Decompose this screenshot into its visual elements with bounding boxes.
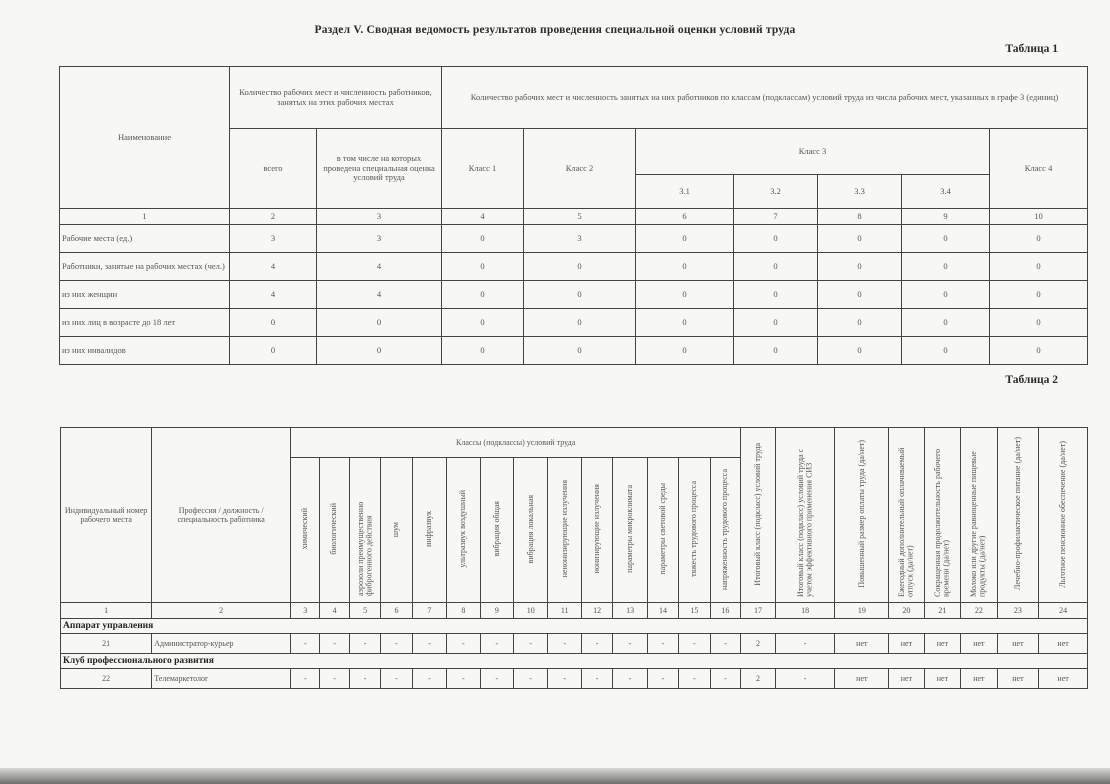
col-number: 12 [581,603,612,619]
col-number: 9 [902,209,990,225]
col-number: 24 [1039,603,1088,619]
table-cell: 0 [734,253,818,281]
table-cell: - [480,669,513,689]
table-row [60,253,1088,281]
header-factor: ультразвук воздушный [447,458,480,603]
table-cell: - [320,669,349,689]
table-cell: 0 [524,309,636,337]
column-number-row [61,603,1088,619]
header-factor: параметры световой среды [647,458,678,603]
header-classes-group: Количество рабочих мест и численность занятых на них работников по классам (подклассам) условий труда из числа рабочих мест, указанных в графе 3 (единиц) [442,67,1088,129]
table-row [61,634,1088,654]
header-final-class-siz: Итоговый класс (подкласс) условий труда с учетом эффективного применения СИЗ [775,428,835,603]
header-factor: биологический [320,458,349,603]
table-cell: - [514,669,548,689]
header-factor: тяжесть трудового процесса [679,458,710,603]
table2-caption: Таблица 2 [1005,374,1058,386]
header-extra: Повышенный размер оплаты труда (да/нет) [835,428,889,603]
col-number: 2 [152,603,291,619]
table-cell: 2 [741,634,775,654]
table-cell: - [291,634,320,654]
table-cell: - [320,634,349,654]
header-id: Индивидуальный номер рабочего места [61,428,152,603]
table-cell: нет [1039,634,1088,654]
table-cell: 0 [990,281,1088,309]
table-cell: 0 [990,337,1088,365]
table-cell: 3 [317,225,442,253]
table-cell: 0 [524,253,636,281]
header-sub31: 3.1 [636,175,734,209]
table-cell: нет [889,669,924,689]
col-number: 10 [514,603,548,619]
table-cell: 0 [818,281,902,309]
header-class3: Класс 3 [636,129,990,175]
header-factor: шум [381,458,412,603]
header-profession: Профессия / должность / специальность работника [152,428,291,603]
header-assessed: в том числе на которых проведена специальная оценка условий труда [317,129,442,209]
col-number: 20 [889,603,924,619]
table-cell: - [548,669,581,689]
table-cell: 0 [818,253,902,281]
row-label: из них лиц в возрасте до 18 лет [60,309,230,337]
header-sub34: 3.4 [902,175,990,209]
table-cell: - [647,634,678,654]
table-cell: нет [1039,669,1088,689]
table-cell: 0 [524,281,636,309]
table-cell: нет [961,634,997,654]
table-row [60,337,1088,365]
row-label: из них женщин [60,281,230,309]
col-number: 11 [548,603,581,619]
table-row [60,309,1088,337]
table-cell: 4 [317,253,442,281]
table-cell: 0 [524,337,636,365]
col-number: 6 [636,209,734,225]
header-sub32: 3.2 [734,175,818,209]
header-total: всего [230,129,317,209]
table-cell: - [581,669,612,689]
col-number: 4 [320,603,349,619]
table-cell: 3 [524,225,636,253]
col-number: 18 [775,603,835,619]
header-factor: вибрация общая [480,458,513,603]
row-label: Рабочие места (ед.) [60,225,230,253]
col-number: 19 [835,603,889,619]
table-cell: 0 [734,281,818,309]
table-cell: 0 [990,225,1088,253]
section-title: Аппарат управления [61,619,1088,634]
table-cell: 0 [902,337,990,365]
header-extra: Сокращенная продолжительность рабочего времени (да/нет) [924,428,960,603]
table-cell: 4 [317,281,442,309]
col-number: 6 [381,603,412,619]
header-class1: Класс 1 [442,129,524,209]
col-number: 2 [230,209,317,225]
table-cell: - [613,634,647,654]
header-extra: Молоко или другие равноценные пищевые продукты (да/нет) [961,428,997,603]
table-cell: 4 [230,281,317,309]
table-cell: нет [835,634,889,654]
table-cell: 0 [902,225,990,253]
table-cell: - [291,669,320,689]
profession-name: Телемаркетолог [152,669,291,689]
scan-edge [0,768,1110,784]
table-cell: - [775,634,835,654]
table-cell: нет [997,669,1039,689]
table-cell: нет [924,634,960,654]
header-factor: напряженность трудового процесса [710,458,741,603]
col-number: 23 [997,603,1039,619]
table-cell: нет [961,669,997,689]
col-number: 21 [924,603,960,619]
header-factor: вибрация локальная [514,458,548,603]
col-number: 22 [961,603,997,619]
table-cell: - [381,634,412,654]
col-number: 16 [710,603,741,619]
row-label: Работники, занятые на рабочих местах (чел.) [60,253,230,281]
table-row [61,669,1088,689]
table-cell: - [775,669,835,689]
table-cell: - [613,669,647,689]
col-number: 7 [734,209,818,225]
table-cell: - [447,669,480,689]
table-cell: - [710,634,741,654]
table-cell: 0 [636,253,734,281]
table-cell: 0 [818,337,902,365]
summary-table-2 [60,427,1088,689]
header-extra: Лечебно-профилактическое питание (да/нет) [997,428,1039,603]
table-cell: 0 [317,337,442,365]
col-number: 4 [442,209,524,225]
table-cell: - [447,634,480,654]
table-cell: - [412,669,446,689]
table-cell: 0 [902,253,990,281]
col-number: 5 [524,209,636,225]
section-row [61,619,1088,634]
col-number: 7 [412,603,446,619]
header-factor: инфразвук [412,458,446,603]
table-cell: 0 [734,225,818,253]
section-row [61,654,1088,669]
table-cell: - [514,634,548,654]
section-title: Клуб профессионального развития [61,654,1088,669]
header-final-class: Итоговый класс (подкласс) условий труда [741,428,775,603]
header-factor: химический [291,458,320,603]
col-number: 1 [60,209,230,225]
table-cell: 0 [317,309,442,337]
table-cell: нет [889,634,924,654]
table-cell: 0 [734,337,818,365]
table-cell: 3 [230,225,317,253]
summary-table-1 [59,66,1088,365]
table-row [60,225,1088,253]
col-number: 13 [613,603,647,619]
workplace-id: 22 [61,669,152,689]
header-sub33: 3.3 [818,175,902,209]
table-cell: 0 [636,281,734,309]
header-name: Наименование [60,67,230,209]
table-cell: - [710,669,741,689]
col-number: 14 [647,603,678,619]
table-cell: 0 [990,253,1088,281]
table-cell: - [381,669,412,689]
table-cell: 0 [902,281,990,309]
col-number: 8 [818,209,902,225]
workplace-id: 21 [61,634,152,654]
header-extra: Ежегодный дополнительный оплачиваемый отпуск (да/нет) [889,428,924,603]
table-cell: 0 [230,337,317,365]
table-cell: нет [997,634,1039,654]
header-class4: Класс 4 [990,129,1088,209]
table1-caption: Таблица 1 [1005,43,1058,55]
table-row [60,281,1088,309]
col-number: 10 [990,209,1088,225]
table-cell: - [679,669,710,689]
header-classes-group: Классы (подклассы) условий труда [291,428,741,458]
header-class2: Класс 2 [524,129,636,209]
profession-name: Администратор-курьер [152,634,291,654]
table-cell: 0 [442,225,524,253]
header-factor: аэрозоли преимущественно фиброгенного действия [349,458,380,603]
table-cell: - [581,634,612,654]
table-cell: - [647,669,678,689]
table-cell: 0 [818,225,902,253]
table-cell: 0 [734,309,818,337]
table-cell: 0 [442,337,524,365]
table-cell: 0 [636,337,734,365]
col-number: 8 [447,603,480,619]
table-cell: нет [835,669,889,689]
table-cell: - [412,634,446,654]
section-title: Раздел V. Сводная ведомость результатов проведения специальной оценки условий труда [314,24,796,36]
col-number: 1 [61,603,152,619]
table-cell: 2 [741,669,775,689]
col-number: 5 [349,603,380,619]
table-cell: 0 [636,225,734,253]
col-number: 9 [480,603,513,619]
header-extra: Льготное пенсионное обеспечение (да/нет) [1039,428,1088,603]
col-number: 3 [317,209,442,225]
col-number: 15 [679,603,710,619]
table-cell: - [480,634,513,654]
header-factor: параметры микроклимата [613,458,647,603]
table-cell: нет [924,669,960,689]
header-factor: неионизирующие излучения [548,458,581,603]
table-cell: 0 [230,309,317,337]
header-factor: ионизирующие излучения [581,458,612,603]
table-cell: 0 [636,309,734,337]
table-cell: 4 [230,253,317,281]
col-number: 17 [741,603,775,619]
table-cell: 0 [902,309,990,337]
table-cell: 0 [818,309,902,337]
table-cell: - [548,634,581,654]
header-count-group: Количество рабочих мест и численность работников, занятых на этих рабочих местах [230,67,442,129]
table-cell: - [679,634,710,654]
table-cell: - [349,634,380,654]
table-cell: 0 [990,309,1088,337]
col-number: 3 [291,603,320,619]
table-cell: 0 [442,309,524,337]
table-cell: 0 [442,281,524,309]
table-cell: - [349,669,380,689]
row-label: из них инвалидов [60,337,230,365]
table-cell: 0 [442,253,524,281]
column-number-row [60,209,1088,225]
